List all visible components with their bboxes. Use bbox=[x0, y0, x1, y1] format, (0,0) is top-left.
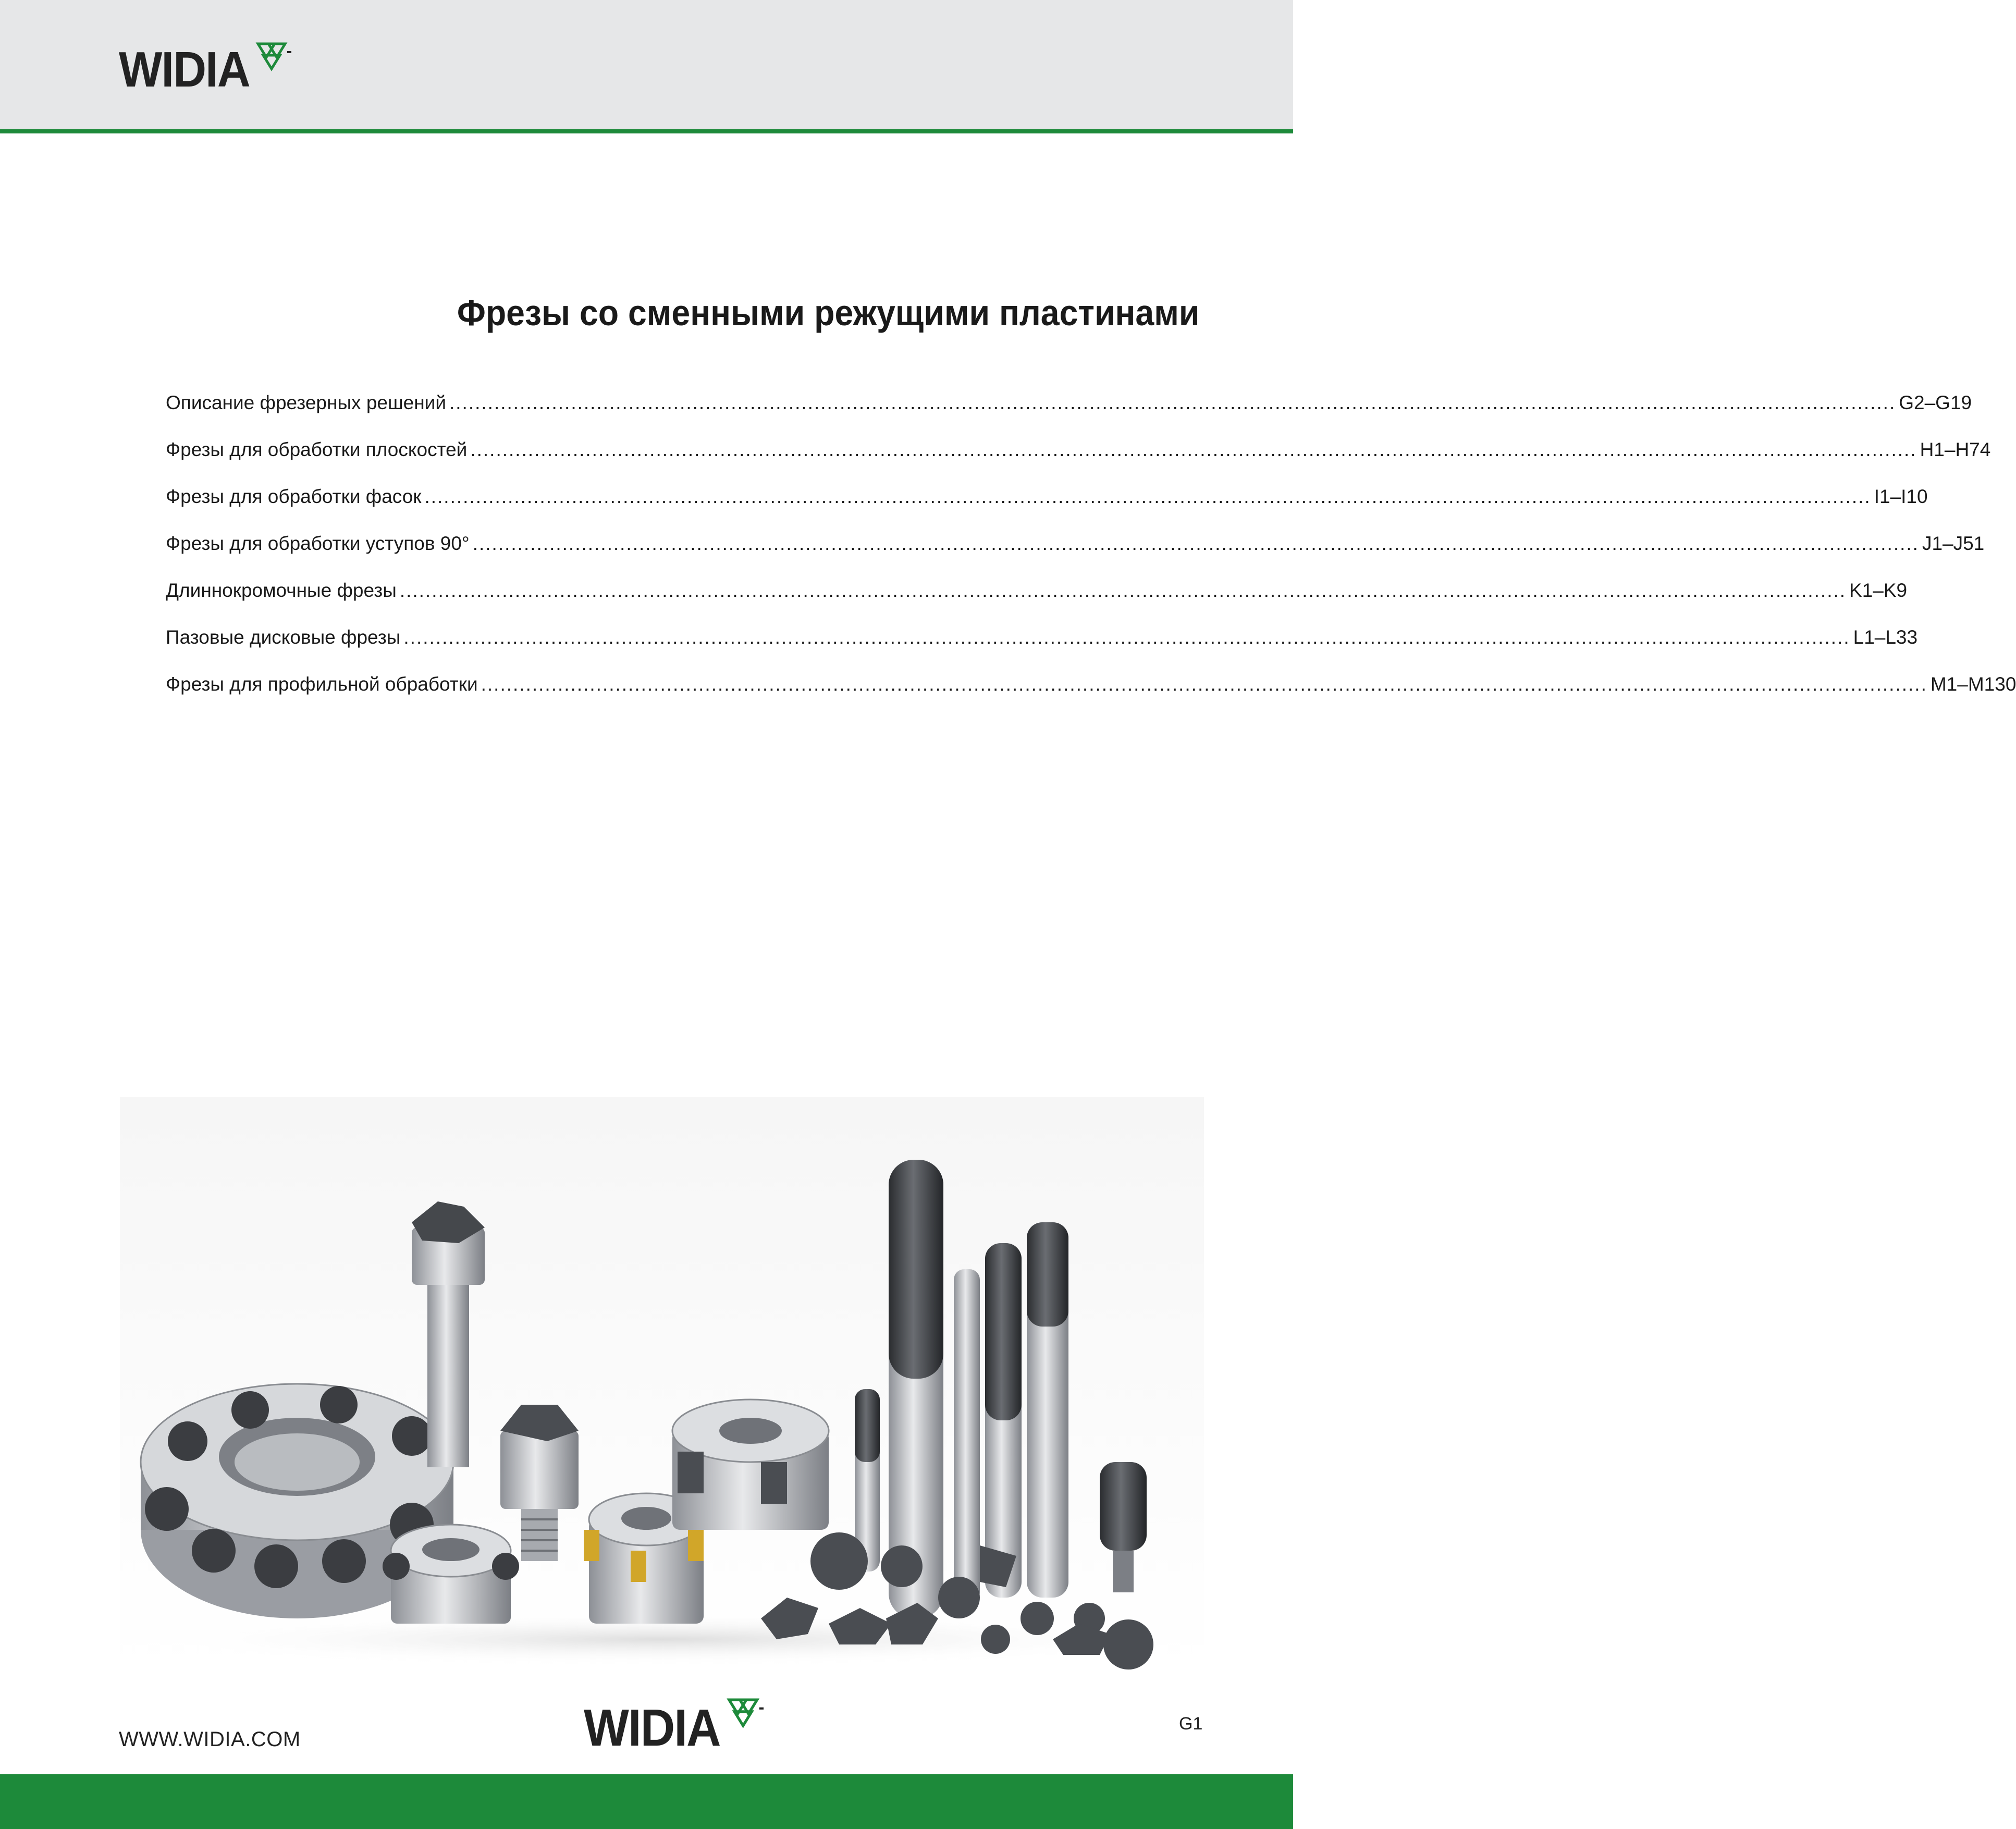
toc-label: Пазовые дисковые фрезы bbox=[166, 627, 401, 648]
toc-row[interactable] bbox=[166, 533, 1985, 580]
toc-leader-dots: .................................................................................................................................................................................................................................. bbox=[399, 580, 1847, 601]
milling-tools-illustration bbox=[120, 1097, 1204, 1671]
toc-row[interactable] bbox=[166, 627, 1918, 673]
toc-leader-dots: .................................................................................................................................................................................................................................. bbox=[403, 627, 1850, 648]
toc-label: Фрезы для обработки уступов 90° bbox=[166, 533, 470, 554]
shell-mill-small bbox=[383, 1525, 519, 1624]
header-divider bbox=[0, 129, 1293, 133]
page-title: Фрезы со сменными режущими пластинами bbox=[457, 292, 1199, 333]
toc-leader-dots: .................................................................................................................................................................................................................................. bbox=[470, 439, 1917, 460]
toc-row[interactable] bbox=[166, 673, 2016, 720]
footer-website-link[interactable]: WWW.WIDIA.COM bbox=[119, 1728, 301, 1751]
toc-page-range: K1–K9 bbox=[1849, 580, 1908, 601]
toc-page-range: G2–G19 bbox=[1899, 392, 1972, 413]
logo-wordmark: WIDIA bbox=[584, 1699, 720, 1757]
toc-row[interactable] bbox=[166, 439, 1991, 486]
logo-triangles-icon bbox=[257, 42, 294, 72]
toc-leader-dots: .................................................................................................................................................................................................................................. bbox=[449, 392, 1896, 413]
toc-page-range: L1–L33 bbox=[1853, 627, 1918, 648]
milling-tools-photo bbox=[120, 1097, 1204, 1671]
toc-label: Фрезы для профильной обработки bbox=[166, 673, 478, 695]
toc-row[interactable] bbox=[166, 580, 1908, 627]
screw-in-cutter bbox=[500, 1405, 579, 1561]
header-logo bbox=[119, 42, 294, 97]
page-number: G1 bbox=[1179, 1714, 1203, 1734]
toc-leader-dots: .................................................................................................................................................................................................................................. bbox=[424, 486, 1871, 507]
logo-wordmark: WIDIA bbox=[119, 42, 250, 97]
toc-label: Фрезы для обработки фасок bbox=[166, 486, 422, 507]
toc-page-range: M1–M130 bbox=[1930, 673, 2016, 695]
toc-label: Фрезы для обработки плоскостей bbox=[166, 439, 468, 460]
toc-leader-dots: .................................................................................................................................................................................................................................. bbox=[472, 533, 1919, 554]
toc-label: Описание фрезерных решений bbox=[166, 392, 446, 413]
toc-page-range: H1–H74 bbox=[1920, 439, 1991, 460]
footer-logo bbox=[584, 1699, 767, 1757]
face-mill-90 bbox=[672, 1400, 829, 1530]
toc-row[interactable] bbox=[166, 392, 1972, 439]
toc-leader-dots: .................................................................................................................................................................................................................................. bbox=[481, 673, 1927, 695]
toc-page-range: I1–I10 bbox=[1874, 486, 1928, 507]
table-of-contents bbox=[166, 392, 2016, 720]
toc-label: Длиннокромочные фрезы bbox=[166, 580, 397, 601]
toc-page-range: J1–J51 bbox=[1922, 533, 1985, 554]
toc-row[interactable] bbox=[166, 486, 1928, 533]
logo-triangles-icon bbox=[728, 1698, 767, 1729]
footer-bar bbox=[0, 1774, 1293, 1829]
